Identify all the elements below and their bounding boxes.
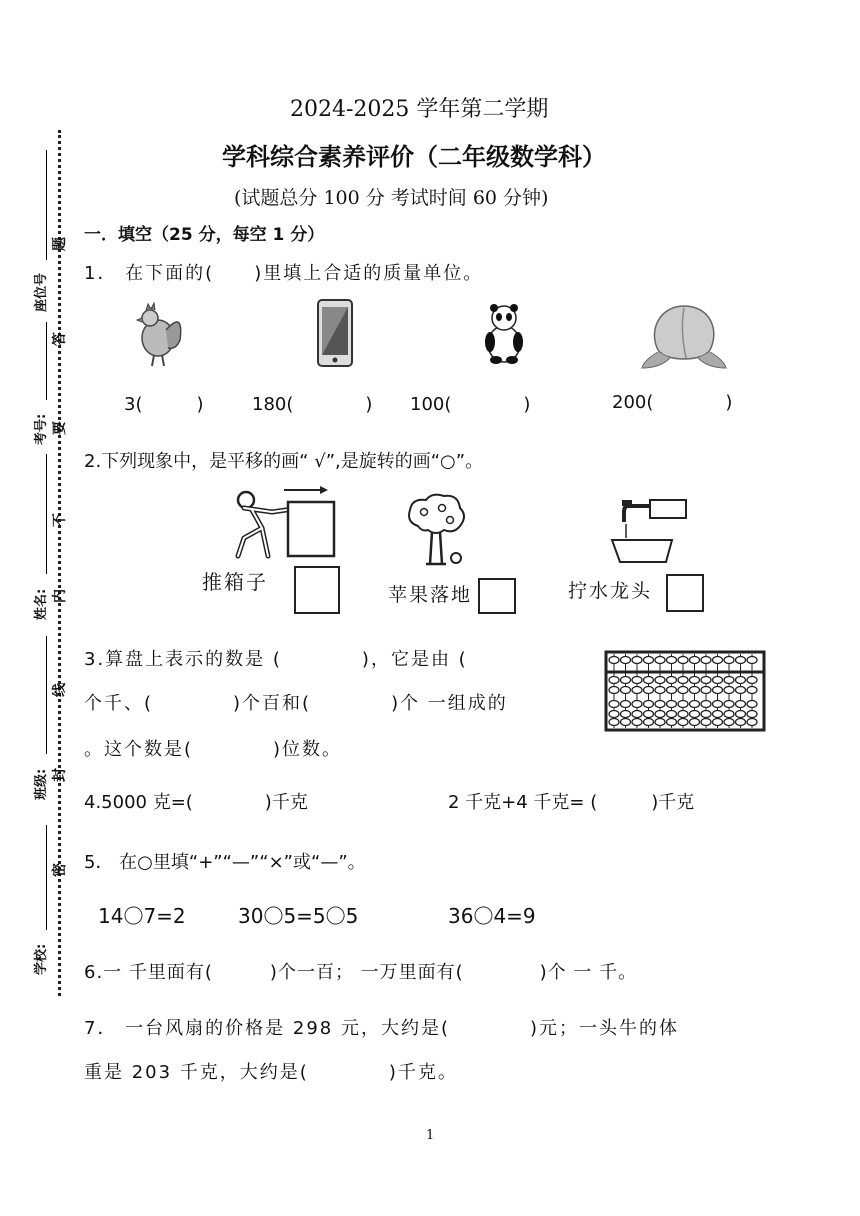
abacus-bead xyxy=(678,711,688,718)
abacus-bead xyxy=(724,687,734,694)
abacus-bead xyxy=(667,687,677,694)
sidebar-mark: 封 xyxy=(52,768,68,782)
question-4-left: 4.5000 克=( )千克 xyxy=(84,792,308,813)
abacus-bead xyxy=(690,677,700,684)
abacus-bead xyxy=(713,711,723,718)
sidebar-line-seat xyxy=(46,150,47,260)
q2-answer-box-3[interactable] xyxy=(666,574,704,612)
push-box-image xyxy=(208,480,338,560)
sidebar-label-examno: 考号: xyxy=(34,413,49,445)
question-4-right: 2 千克+4 千克= ( )千克 xyxy=(448,792,695,813)
abacus-bead xyxy=(667,657,677,664)
abacus-bead xyxy=(736,719,746,726)
abacus-bead xyxy=(713,719,723,726)
abacus-bead xyxy=(621,711,631,718)
question-2-text: 2.下列现象中，是平移的画“ √”,是旋转的画“○”。 xyxy=(84,451,484,472)
abacus-bead xyxy=(609,719,619,726)
abacus-bead xyxy=(701,687,711,694)
abacus-bead xyxy=(713,687,723,694)
abacus-bead xyxy=(713,677,723,684)
abacus-bead xyxy=(621,677,631,684)
abacus-bead xyxy=(701,711,711,718)
question-5-text: 5． 在○里填“+”“—”“×”或“—”。 xyxy=(84,852,366,873)
abacus-bead xyxy=(678,719,688,726)
abacus-bead xyxy=(609,687,619,694)
abacus-bead xyxy=(678,657,688,664)
abacus-bead xyxy=(747,687,757,694)
abacus-bead xyxy=(724,657,734,664)
sidebar-mark: 内 xyxy=(52,589,68,603)
abacus-bead xyxy=(644,677,654,684)
abacus-bead xyxy=(667,711,677,718)
abacus-bead xyxy=(736,701,746,708)
abacus-bead xyxy=(690,657,700,664)
q1-blank-3[interactable]: 100( ) xyxy=(410,394,531,415)
exam-title: 学科综合素养评价（二年级数学科） xyxy=(222,142,606,171)
abacus-bead xyxy=(690,711,700,718)
abacus-bead xyxy=(667,719,677,726)
sidebar-line-examno xyxy=(46,322,47,400)
abacus-bead xyxy=(747,657,757,664)
q2-answer-box-1[interactable] xyxy=(294,566,340,614)
abacus-bead xyxy=(655,657,665,664)
abacus-bead xyxy=(736,677,746,684)
abacus-bead xyxy=(609,701,619,708)
peach-image xyxy=(640,300,728,370)
abacus-bead xyxy=(724,711,734,718)
question-7-line-1: 7． 一台风扇的价格是 298 元，大约是( )元；一头牛的体 xyxy=(84,1018,680,1039)
abacus-bead xyxy=(678,701,688,708)
question-3-line-3: 。这个数是( )位数。 xyxy=(84,739,343,760)
abacus-bead xyxy=(667,677,677,684)
abacus-bead xyxy=(747,701,757,708)
sidebar-line-class xyxy=(46,636,47,754)
abacus-bead xyxy=(644,711,654,718)
abacus-bead xyxy=(690,701,700,708)
q1-blank-4[interactable]: 200( ) xyxy=(612,392,733,413)
sidebar-mark: 要 xyxy=(52,421,68,435)
abacus-bead xyxy=(644,687,654,694)
abacus-bead xyxy=(621,687,631,694)
abacus-bead xyxy=(632,701,642,708)
abacus-bead xyxy=(609,677,619,684)
abacus-bead xyxy=(655,677,665,684)
sidebar-mark: 线 xyxy=(52,683,68,697)
exam-year: 2024-2025 学年第二学期 xyxy=(290,97,549,122)
abacus-bead xyxy=(632,677,642,684)
abacus-bead xyxy=(747,711,757,718)
panda-image xyxy=(482,302,526,366)
abacus-bead xyxy=(632,687,642,694)
section-heading: 一．填空（25 分，每空 1 分） xyxy=(84,225,325,245)
abacus-bead xyxy=(621,701,631,708)
sidebar-line-school xyxy=(46,825,47,930)
q5-equation-1[interactable]: 14〇7=2 xyxy=(98,904,186,928)
rooster-image xyxy=(128,300,188,370)
abacus-bead xyxy=(701,719,711,726)
sidebar-mark: 答 xyxy=(52,332,68,346)
sidebar-mark: 密 xyxy=(52,863,68,877)
q2-item-1-label: 推箱子 xyxy=(202,570,268,594)
abacus-bead xyxy=(655,711,665,718)
abacus-bead xyxy=(655,687,665,694)
q1-blank-2[interactable]: 180( ) xyxy=(252,394,373,415)
question-6-text: 6.一 千里面有( )个一百； 一万里面有( )个 一 千。 xyxy=(84,962,638,983)
abacus-bead xyxy=(621,657,631,664)
abacus-bead xyxy=(609,711,619,718)
abacus-bead xyxy=(621,719,631,726)
faucet-image xyxy=(610,496,690,566)
abacus-bead xyxy=(644,719,654,726)
question-1-text: 1． 在下面的( )里填上合适的质量单位。 xyxy=(84,263,484,284)
sidebar-mark: 题 xyxy=(52,237,68,251)
abacus-bead xyxy=(667,701,677,708)
abacus-bead xyxy=(701,701,711,708)
abacus-image xyxy=(604,648,768,734)
abacus-bead xyxy=(724,701,734,708)
question-7-line-2: 重是 203 千克，大约是( )千克。 xyxy=(84,1062,458,1083)
q1-blank-1[interactable]: 3( ) xyxy=(124,394,204,415)
abacus-bead xyxy=(713,701,723,708)
abacus-bead xyxy=(724,719,734,726)
abacus-bead xyxy=(736,687,746,694)
q2-item-2-label: 苹果落地 xyxy=(388,584,473,606)
abacus-bead xyxy=(747,677,757,684)
abacus-bead xyxy=(632,657,642,664)
sidebar-label-class: 班级: xyxy=(34,768,49,800)
q5-equation-2[interactable]: 30〇5=5〇5 xyxy=(238,904,359,928)
abacus-bead xyxy=(736,711,746,718)
sidebar-mark: 不 xyxy=(52,513,68,527)
abacus-bead xyxy=(655,701,665,708)
question-3-line-2: 个千、( )个百和( )个 一组成的 xyxy=(84,693,508,714)
abacus-bead xyxy=(678,677,688,684)
abacus-bead xyxy=(655,719,665,726)
q2-answer-box-2[interactable] xyxy=(478,578,516,614)
abacus-bead xyxy=(632,719,642,726)
abacus-bead xyxy=(713,657,723,664)
abacus-bead xyxy=(736,657,746,664)
q2-item-3-label: 拧水龙头 xyxy=(568,580,653,602)
sidebar-label-seat: 座位号 xyxy=(34,272,49,312)
abacus-bead xyxy=(747,719,757,726)
sidebar-line-name xyxy=(46,454,47,574)
abacus-bead xyxy=(644,657,654,664)
question-3-line-1: 3.算盘上表示的数是 ( )，它是由 ( xyxy=(84,649,468,670)
abacus-bead xyxy=(644,701,654,708)
phone-image xyxy=(316,298,354,368)
q5-equation-3[interactable]: 36〇4=9 xyxy=(448,904,536,928)
sidebar-label-school: 学校: xyxy=(34,943,49,975)
abacus-bead xyxy=(690,719,700,726)
abacus-bead xyxy=(701,677,711,684)
abacus-bead xyxy=(701,657,711,664)
sidebar-label-name: 姓名: xyxy=(34,588,49,620)
abacus-bead xyxy=(724,677,734,684)
page-number: 1 xyxy=(426,1128,435,1143)
exam-subtitle: (试题总分 100 分 考试时间 60 分钟) xyxy=(234,187,549,209)
abacus-bead xyxy=(609,657,619,664)
abacus-bead xyxy=(632,711,642,718)
abacus-bead xyxy=(678,687,688,694)
apple-tree-image xyxy=(404,492,468,572)
abacus-bead xyxy=(690,687,700,694)
